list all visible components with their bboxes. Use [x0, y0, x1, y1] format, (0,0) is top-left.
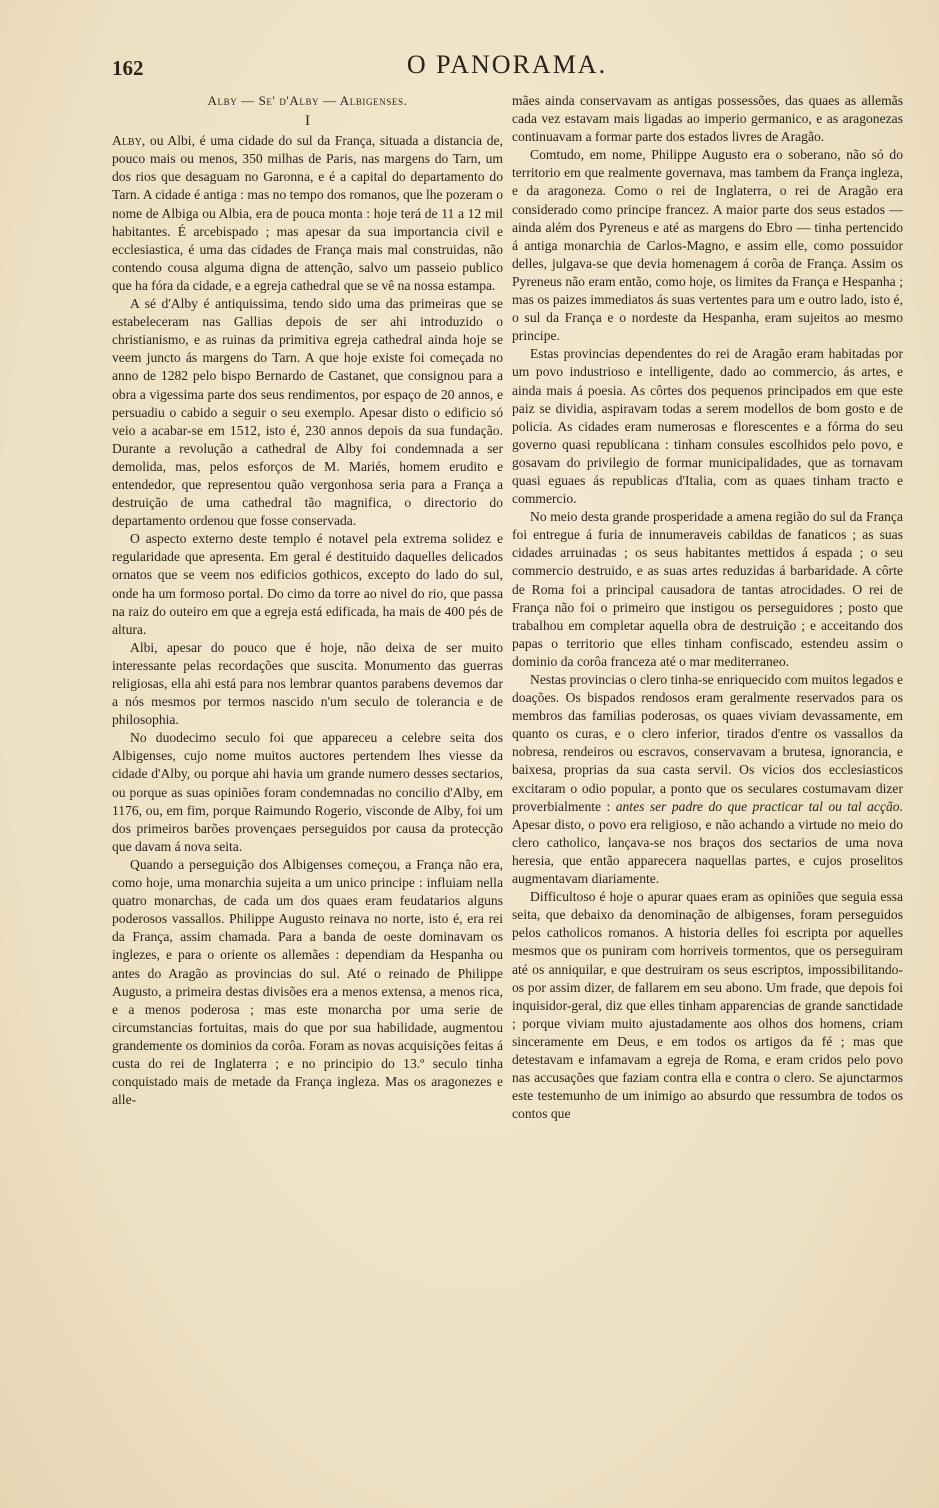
paragraph: [112, 530, 503, 639]
paragraph-text-tail: Apesar disto, o povo era religioso, e não achando a virtude no meio do clero catholico, lançava-se nos braços dos sectarios de uma nova heresia, que então apparecera naquellas partes, e cujos proselitos augmentavam diariamente.: [512, 816, 903, 887]
paragraph-text: Albi, apesar do pouco que é hoje, não deixa de ser muito interessante pelas recordações que suscita. Monumento das guerras religiosas, ella ahi está para nos lembrar quantos parabens devemos dar a nós mesmos por termos nascido n'um seculo de tolerancia e de philosophia.: [112, 639, 503, 728]
paragraph: [512, 345, 903, 508]
paragraph-text: Difficultoso é hoje o apurar quaes eram as opiniões que seguia essa seita, que debaixo da denominação de albigenses, foram perseguidos pelos catholicos romanos. A historia delles foi escripta por aquelles mesmos que os puniram com horriveis tormentos, que os perseguiram até os anniquilar, e que destruiram os seus escriptos, impossibilitando-os por assim dizer, de fallarem em seu abono. Um frade, que depois foi inquisidor-geral, diz que elles tinham apparencias de grande sanctidade ; porque viviam muito ajustadamente aos olhos dos homens, criam sinceramente em Deus, e em todos os artigos da fé ; mas que detestavam e infamavam a egreja de Roma, e eram cridos pelo povo nas accusações que faziam contra ella e contra o clero. Se ajunctarmos este testemunho de um inimigo ao absurdo que ressumbra de todos os contos que: [512, 889, 903, 1122]
right-paragraphs: [512, 92, 903, 1123]
paragraph-text: A sé d'Alby é antiquissima, tendo sido uma das primeiras que se estabeleceram nas Gallias depois de ser ahi introduzido o christianismo, e as ruinas da primitiva egreja cathedral ainda hoje se veem juncto ás margens do Tarn. A que hoje existe foi começada no anno de 1282 pelo bispo Bernardo de Castanet, que consignou para a obra a vigessima parte dos seus rendimentos, por espaço de 20 annos, e persuadiu o cabido a seguir o seu exemplo. Apesar disto o edificio só veio a acabar-se em 1512, isto é, 230 annos depois da sua fundação. Durante a revolução a cathedral de Alby foi condemnada a ser demolida, mas, pelos esforços de M. Mariés, homem erudito e entendedor, que representou quão vergonhosa seria para a França a destruição de uma cathedral tão magnifica, o directorio do departamento ordenou que fosse conservada.: [112, 296, 503, 529]
paragraph-text: No duodecimo seculo foi que appareceu a celebre seita dos Albigenses, cujo nome muitos auctores pertendem lhes viesse da cidade d'Alby, ou porque ahi havia um grande numero desses sectarios, ou porque as suas opiniões foram condemnadas no concilio d'Alby, em 1176, ou, em fim, porque Raimundo Rogerio, visconde de Alby, foi um dos primeiros barões provençaes perseguidos por causa da protecção que davam á nova seita.: [112, 730, 503, 854]
paragraph-text: No meio desta grande prosperidade a amena região do sul da França foi entregue á furia de innumeraveis cabildas de fanaticos ; as suas cidades arruinadas ; os seus habitantes mettidos á espada ; o seu commercio destruido, e as suas artes reduzidas á barbaridade. A côrte de Roma foi a principal causadora de tantas atrocidades. O rei de França não foi o primeiro que instigou os perseguidores ; posto que trabalhou em completar aquella obra de destruição ; e acceitando dos papas o territorio que elles tinham confiscado, estendeu assim o dominio da corôa franceza até o mar mediterraneo.: [512, 509, 903, 669]
paragraph: [112, 729, 503, 856]
paragraph: [512, 671, 903, 888]
paragraph-text: Nestas provincias o clero tinha-se enriquecido com muitos legados e doações. Os bispados rendosos eram geralmente reservados para os membros das familias poderosas, os quaes viviam devassamente, em quanto os curas, e o clero inferior, tirados d'entre os vassallos da nobresa, rendeiros ou escravos, conservavam a brutesa, ignorancia, e baixesa, proprias da sua casta servil. Os vicios dos ecclesiasticos excitaram o odio popular, a ponto que os seculares costumavam dizer proverbialmente :: [512, 672, 903, 814]
right-column: [512, 92, 903, 1352]
paragraph-text: mães ainda conservavam as antigas possessões, das quaes as allemãs cada vez estavam mais ligadas ao imperio germanico, e as aragonezas continuavam a formar parte dos estados livres de Aragão.: [512, 93, 903, 145]
lead-word: Alby: [112, 133, 142, 149]
paragraph: [512, 146, 903, 345]
page-number: 162: [112, 56, 144, 80]
paragraph: [112, 639, 503, 729]
paragraph: [112, 295, 503, 530]
paragraph-text: , ou Albi, é uma cidade do sul da França, situada a distancia de, pouco mais ou menos, 350 milhas de Paris, nas margens do Tarn, um dos rios que desaguam no Garonna, e é a capital do departamento do Tarn. A cidade é antiga : mas no tempo dos romanos, que lhe pozeram o nome de Albiga ou Albia, era de pouca monta : hoje terá de 11 a 12 mil habitantes. É arcebispado ; mas apesar da sua importancia civil e ecclesiastica, é uma das cidades de França mais mal construidas, não contendo cousa alguma digna de attenção, salvo um passeio publico que ha fóra da cidade, e a egreja cathedral que se vê na nossa estampa.: [112, 133, 503, 293]
paragraph-text: Comtudo, em nome, Philippe Augusto era o soberano, não só do territorio em que realmente governava, mas tambem da França ingleza, e da aragoneza. Como o rei de Inglaterra, o rei de Aragão era considerado como principe francez. A maior parte dos seus estados — ainda além dos Pyreneus e até as margens do Ebro — tinha pertencido á antiga monarchia de Carlos-Magno, e assim elle, como possuidor delles, julgava-se que devia homenagem á corôa de França. Assim os Pyreneus não eram então, como hoje, os limites da França e Hespanha ; mas os paizes immediatos ás suas vertentes para um e outro lado, isto é, o sul da França e o nordeste da Hespanha, eram sujeitos ao mesmo principe.: [512, 147, 903, 344]
paragraph: [512, 888, 903, 1123]
paragraph-text: Quando a perseguição dos Albigenses começou, a França não era, como hoje, uma monarchia sujeita a um unico principe : influiam nella quatro monarchas, de cada um dos quaes eram feudatarios alguns poderosos vassallos. Philippe Augusto reinava no norte, isto é, era rei da França, assim chamada. Para a banda de oeste dominavam os inglezes, e para o oriente os allemães : dependiam da Hespanha ou antes do Aragão as provincias do sul. Até o reinado de Philippe Augusto, a primeira destas divisões era a menos extensa, a menos rica, e a menos poderosa ; mas este monarcha por uma serie de circumstancias fortuitas, mais do que por sua habilidade, augmentou grandemente os dominios da corôa. Foram as novas acquisições feitas á custa do rei de Inglaterra ; e no principio do 13.º seculo tinha conquistado mais de metade da França ingleza. Mas os aragonezes e alle-: [112, 856, 503, 1108]
paragraph-text: O aspecto externo deste templo é notavel pela extrema solidez e regularidade que apresenta. Em geral é destituido daquelles delicados ornatos que se veem nos edificios gothicos, excepto do lado do sul, onde ha um formoso portal. Do cimo da torre ao nivel do rio, que passa na raiz do outeiro em que a egreja está edificada, ha mais de 400 pés de altura.: [112, 531, 503, 637]
paragraph: [112, 856, 503, 1109]
paragraph-text: Estas provincias dependentes do rei de Aragão eram habitadas por um povo industrioso e intelligente, dado ao commercio, ás artes, e ainda mais á poesia. As côrtes dos pequenos principados em que este paiz se dividia, aspiravam todas a serem modellos de bom gosto e de policia. As cidades eram numerosas e florescentes e a fórma do seu governo quasi republicana : tinham consules escolhidos pelo povo, e gosavam do privilegio de formar municipalidades, que as tornavam quasi eguaes ás republicas d'Italia, com as quaes tinham tracto e commercio.: [512, 346, 903, 507]
paragraph: [512, 92, 903, 146]
left-paragraphs: [112, 132, 503, 1109]
paragraph: [112, 132, 503, 295]
emphasized-text: antes ser padre do que practicar tal ou tal acção.: [615, 798, 903, 814]
paragraph: [512, 508, 903, 671]
article-title: Alby — Se' d'Alby — Albigenses.: [207, 93, 408, 108]
section-number: I: [305, 113, 310, 130]
page-header: [112, 50, 902, 86]
left-column: [112, 92, 503, 1352]
running-title: O PANORAMA.: [406, 50, 608, 79]
